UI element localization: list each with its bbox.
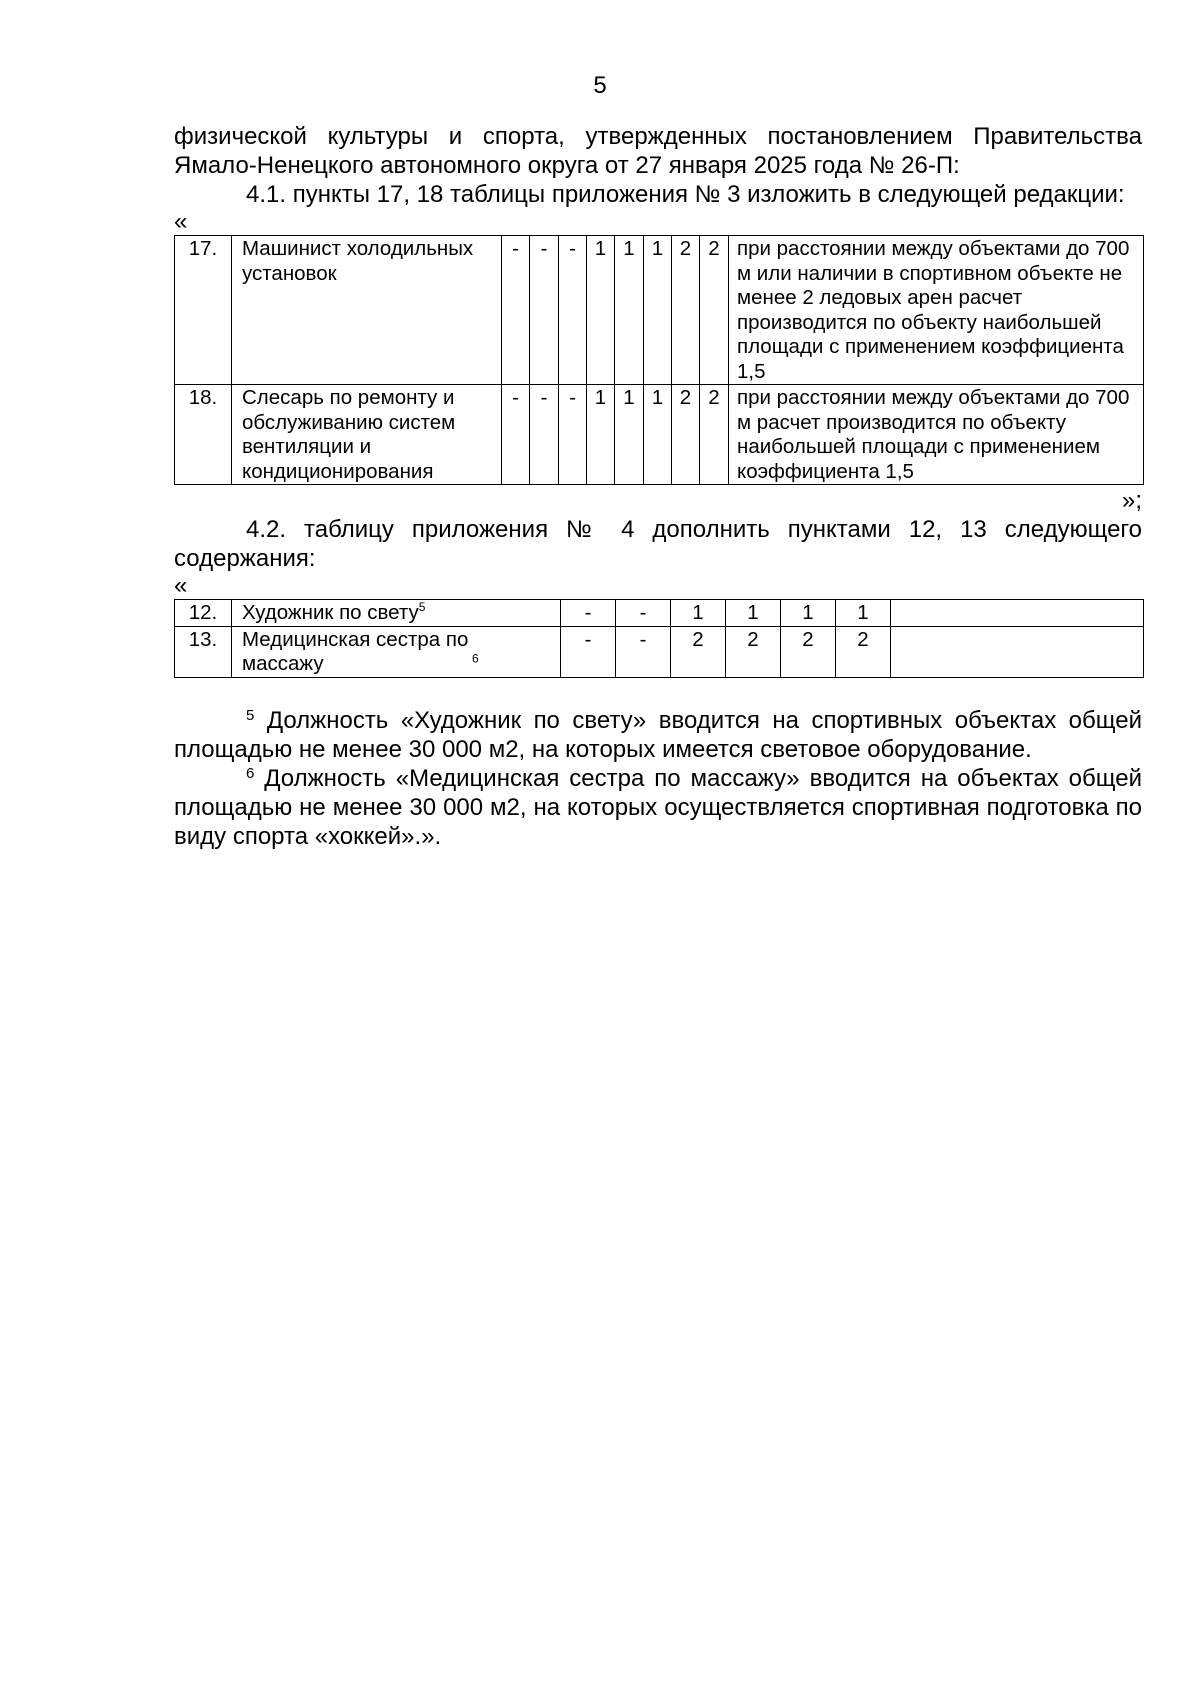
- note-cell: при расстоянии между объектами до 700 м расчет производится по объекту наибольшей площади с применением коэффициента 1,5: [729, 385, 1144, 485]
- value-cell: -: [561, 600, 616, 627]
- note-cell: [891, 600, 1144, 627]
- value-cell: -: [559, 236, 587, 385]
- value-cell: -: [530, 236, 559, 385]
- footnote-mark: 5: [418, 600, 426, 615]
- table-row-12: [175, 600, 1144, 627]
- value-cell: -: [502, 385, 530, 485]
- quote-close: »;: [1121, 487, 1142, 514]
- value-cell: 2: [726, 626, 781, 677]
- value-cell: 2: [700, 236, 729, 385]
- value-cell: 1: [587, 236, 615, 385]
- item-4-2-paragraph: 4.2. таблицу приложения № 4 дополнить пунктами 12, 13 следующего содержания:: [174, 516, 1142, 572]
- value-cell: 2: [781, 626, 836, 677]
- footnote-number: 5: [246, 706, 255, 724]
- row-number: 17.: [175, 236, 232, 385]
- position-name: Машинист холодильных установок: [232, 236, 502, 385]
- value-cell: 1: [781, 600, 836, 627]
- value-cell: 1: [615, 385, 644, 485]
- table-appendix-4: [174, 599, 1144, 678]
- page-number: 5: [593, 72, 607, 99]
- table-row-18: [175, 385, 1144, 485]
- value-cell: 1: [644, 236, 672, 385]
- value-cell: -: [530, 385, 559, 485]
- row-number: 12.: [175, 600, 232, 627]
- value-cell: 2: [672, 236, 700, 385]
- note-cell: [891, 626, 1144, 677]
- footnote-mark: 6: [472, 651, 479, 666]
- footnote-5: [174, 706, 1142, 764]
- value-cell: 1: [726, 600, 781, 627]
- position-name: Слесарь по ремонту и обслуживанию систем вентиляции и кондиционирования: [232, 385, 502, 485]
- document-body: [174, 122, 1142, 851]
- value-cell: 1: [671, 600, 726, 627]
- table-row-13: [175, 626, 1144, 677]
- quote-open-2: «: [174, 572, 188, 599]
- footnote-text: Должность «Медицинская сестра по массажу» вводится на объектах общей площадью не менее 30 000 м2, на которых осуществляется спортивная подготовка по виду спорта «хоккей».».: [174, 764, 1142, 850]
- value-cell: 1: [644, 385, 672, 485]
- note-cell: при расстоянии между объектами до 700 м или наличии в спортивном объекте не менее 2 ледовых арен расчет производится по объекту наибольшей площади с применением коэффициента 1,5: [729, 236, 1144, 385]
- value-cell: 1: [836, 600, 891, 627]
- quote-open-1: «: [174, 208, 188, 235]
- value-cell: -: [616, 626, 671, 677]
- position-name: Медицинская сестра по массажу $^6$: [232, 626, 561, 677]
- row-number: 13.: [175, 626, 232, 677]
- value-cell: 1: [615, 236, 644, 385]
- item-4-1-paragraph: 4.1. пункты 17, 18 таблицы приложения № 3 изложить в следующей редакции:: [246, 181, 1125, 208]
- value-cell: -: [559, 385, 587, 485]
- value-cell: -: [616, 600, 671, 627]
- value-cell: -: [502, 236, 530, 385]
- value-cell: 2: [700, 385, 729, 485]
- table-appendix-3: [174, 235, 1144, 485]
- row-number: 18.: [175, 385, 232, 485]
- position-name: Художник по свету$^5$: [232, 600, 561, 627]
- value-cell: 2: [836, 626, 891, 677]
- footnote-6: [174, 764, 1142, 851]
- table-row-17: [175, 236, 1144, 385]
- value-cell: 1: [587, 385, 615, 485]
- footnote-number: 6: [246, 764, 255, 782]
- value-cell: -: [561, 626, 616, 677]
- footnote-text: Должность «Художник по свету» вводится на спортивных объектах общей площадью не менее 30 000 м2, на которых имеется световое оборудование.: [174, 706, 1142, 763]
- value-cell: 2: [671, 626, 726, 677]
- intro-paragraph: физической культуры и спорта, утвержденных постановлением Правительства Ямало-Ненецкого автономного округа от 27 января 2025 года № 26-П:: [174, 123, 1142, 179]
- value-cell: 2: [672, 385, 700, 485]
